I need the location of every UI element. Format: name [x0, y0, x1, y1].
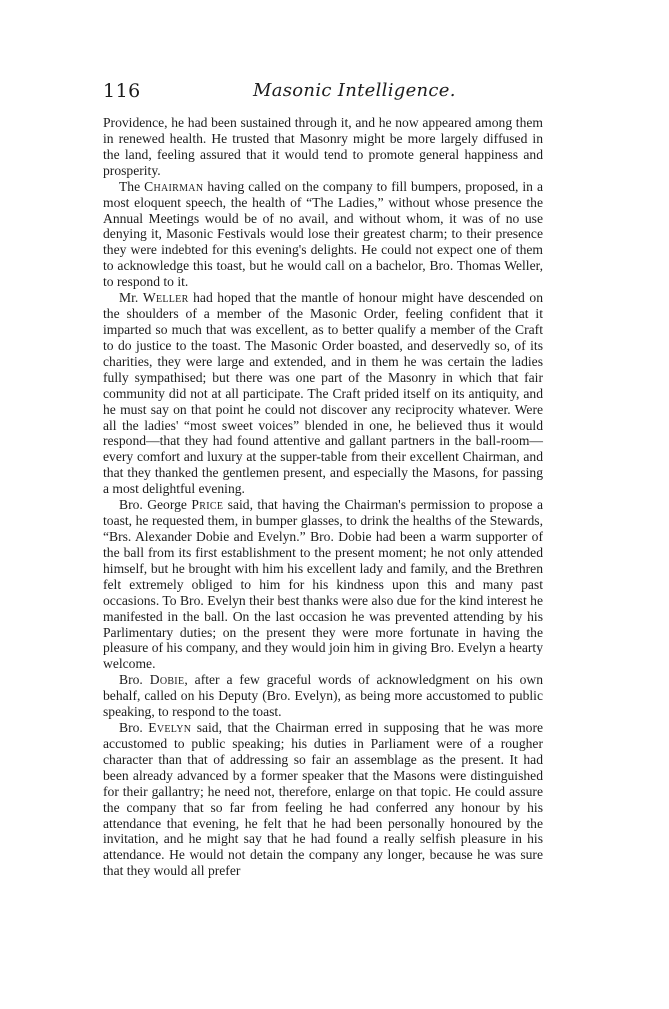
- paragraph-evelyn-reply: Bro. Evelyn said, that the Chairman erred in supposing that he was more accustomed to public speaking; his duties in Parliament were of a rougher character than that of addressing so fair an assemblage as the present. It had been already advanced by a former speaker that the Masons were distinguished for their gallantry; he need not, therefore, enlarge on that topic. He could assure the company that so far from feeling he had conferred any honour by his attendance that evening, he felt that he had been personally honoured by the invitation, and he might say that he had found a really selfish pleasure in his attendance. He would not detain the company any longer, because he was sure that they would all prefer: [103, 720, 543, 879]
- paragraph-weller-reply: Mr. Weller had hoped that the mantle of honour might have descended on the shoulders of a member of the Masonic Order, feeling confident that it imparted so much that was excellent, as to better qualify a member of the Craft to do justice to the toast. The Masonic Order boasted, and deservedly so, of its charities, they were large and extended, and in them he was certain the ladies fully sympathised; but there was one part of the Masonry in which that fair community did not at all participate. The Craft prided itself on its antiquity, and he must say on that point he could not discover any reciprocity whatever. Were all the ladies' “most sweet voices” blended in one, he believed thus it would respond—that they had found attentive and gallant partners in the ball-room—every comfort and luxury at the supper-table from their excellent Chairman, and that they thanked the gentlemen present, and especially the Masons, for passing a most delightful evening.: [103, 290, 543, 497]
- article-body: [103, 115, 543, 879]
- speaker-name: Dobie: [149, 672, 185, 688]
- speaker-name: Weller: [142, 290, 189, 306]
- speaker-name: Price: [191, 497, 224, 513]
- page-number: 116: [103, 80, 141, 102]
- speaker-name: Evelyn: [148, 720, 192, 736]
- paragraph-price-toast: Bro. George Price said, that having the Chairman's permission to propose a toast, he requested them, in bumper glasses, to drink the healths of the Stewards, “Brs. Alexander Dobie and Evelyn.” Bro. Dobie had been a warm supporter of the ball from its first establishment to the present moment; he not only attended himself, but he brought with him his excellent lady and family, and the Brethren felt extremely obliged to him for his kindness upon this and many past occasions. To Bro. Evelyn their best thanks were also due for the kind interest he manifested in the ball. On the last occasion he was prevented attending by his Parlimentary duties; on the present they were more fortunate in having the pleasure of his company, and they would join him in giving Bro. Evelyn a hearty welcome.: [103, 497, 543, 672]
- running-title: Masonic Intelligence.: [253, 80, 456, 101]
- paragraph-continuation: Providence, he had been sustained through it, and he now appeared among them in renewed health. He trusted that Masonry might be more largely diffused in the land, feeling assured that it would tend to promote general happiness and prosperity.: [103, 115, 543, 178]
- speaker-name: Chairman: [144, 178, 204, 194]
- page-header: [103, 80, 543, 104]
- paragraph-dobie-reply: Bro. Dobie, after a few graceful words of acknowledgment on his own behalf, called on his Deputy (Bro. Evelyn), as being more accustomed to public speaking, to respond to the toast.: [103, 672, 543, 720]
- paragraph-chairman-toast: The Chairman having called on the company to fill bumpers, proposed, in a most eloquent speech, the health of “The Ladies,” without whose presence the Annual Meetings would be of no avail, and without whom, it was of no use denying it, Masonic Festivals would lose their greatest charm; to their presence they were indebted for this evening's delights. He could not expect one of them to acknowledge this toast, but he would call on a bachelor, Bro. Thomas Weller, to respond to it.: [103, 178, 543, 290]
